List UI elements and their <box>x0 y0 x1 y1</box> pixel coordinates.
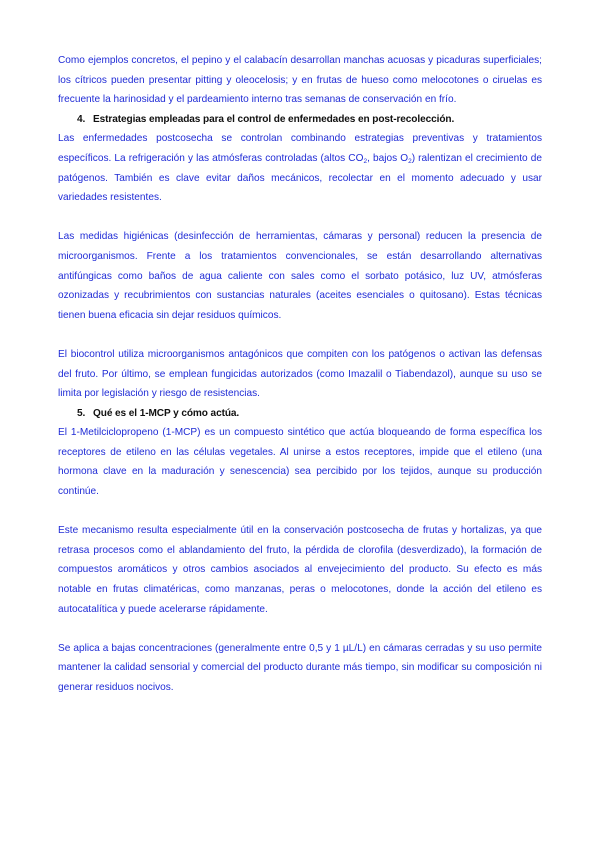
section-4-paragraph-1 <box>58 129 542 207</box>
section-4-paragraph-3: El biocontrol utiliza microorganismos antagónicos que compiten con los patógenos o activan las defensas del fruto. Por último, se emplean fungicidas autorizados (como Imazalil o Tiabendazol), aunque su uso se limita por legislación y riesgo de resistencias. <box>58 348 542 400</box>
section-4-number: 4. <box>77 113 86 125</box>
section-5-title: Qué es el 1-MCP y cómo actúa. <box>93 407 240 419</box>
document-body <box>58 51 542 698</box>
subscript: 2 <box>363 157 368 165</box>
intro-paragraph: Como ejemplos concretos, el pepino y el calabacín desarrollan manchas acuosas y picaduras superficiales; los cítricos pueden presentar pitting y oleocelosis; y en frutas de hueso como melocotones o ciruelas es frecuente la harinosidad y el pardeamiento interno tras semanas de conservación en frío. <box>58 55 542 106</box>
text-run: Las enfermedades postcosecha se controlan combinando estrategias preventivas y tratamientos específicos. La refrigeración y las atmósferas controladas (altos CO <box>58 133 542 164</box>
text-run: , bajos O <box>367 152 409 164</box>
section-5-paragraph-3: Se aplica a bajas concentraciones (generalmente entre 0,5 y 1 µL/L) en cámaras cerradas y su uso permite mantener la calidad sensorial y comercial del producto durante más tiempo, sin modificar su composición ni generar residuos nocivos. <box>58 642 542 693</box>
section-4-title: Estrategias empleadas para el control de enfermedades en post-recolección. <box>93 113 455 125</box>
section-5-heading <box>58 404 542 424</box>
section-5-paragraph-2: Este mecanismo resulta especialmente útil en la conservación postcosecha de frutas y hortalizas, ya que retrasa procesos como el ablandamiento del fruto, la pérdida de clorofila (desverdizado), la formación de compuestos aromáticos y otros cambios asociados al envejecimiento del producto. Su efecto es más notable en frutas climatéricas, como manzanas, peras o melocotones, donde la acción del etileno es autocatalítica y puede acelerarse rápidamente. <box>58 525 542 615</box>
section-4-paragraph-2: Las medidas higiénicas (desinfección de herramientas, cámaras y personal) reducen la presencia de microorganismos. Frente a los tratamientos convencionales, se están desarrollando alternativas antifúngicas como baños de agua caliente con sales como el sorbato potásico, luz UV, atmósferas ozonizadas y recubrimientos con sustancias naturales (aceites esenciales o quitosano). Estas técnicas tienen buena eficacia sin dejar residuos químicos. <box>58 231 542 321</box>
section-5-paragraph-1: El 1-Metilciclopropeno (1-MCP) es un compuesto sintético que actúa bloqueando de forma específica los receptores de etileno en las células vegetales. Al unirse a estos receptores, impide que el etileno (una hormona clave en la maduración y senescencia) sea percibido por los tejidos, aunque su producción continúe. <box>58 427 542 498</box>
section-5-number: 5. <box>77 407 86 419</box>
subscript: 2 <box>408 157 412 165</box>
text-run: ) ralentizan el crecimiento de patógenos. También es clave evitar daños mecánicos, recolectar en el momento adecuado y usar variedades resistentes. <box>58 152 542 204</box>
section-4-heading <box>58 110 542 130</box>
